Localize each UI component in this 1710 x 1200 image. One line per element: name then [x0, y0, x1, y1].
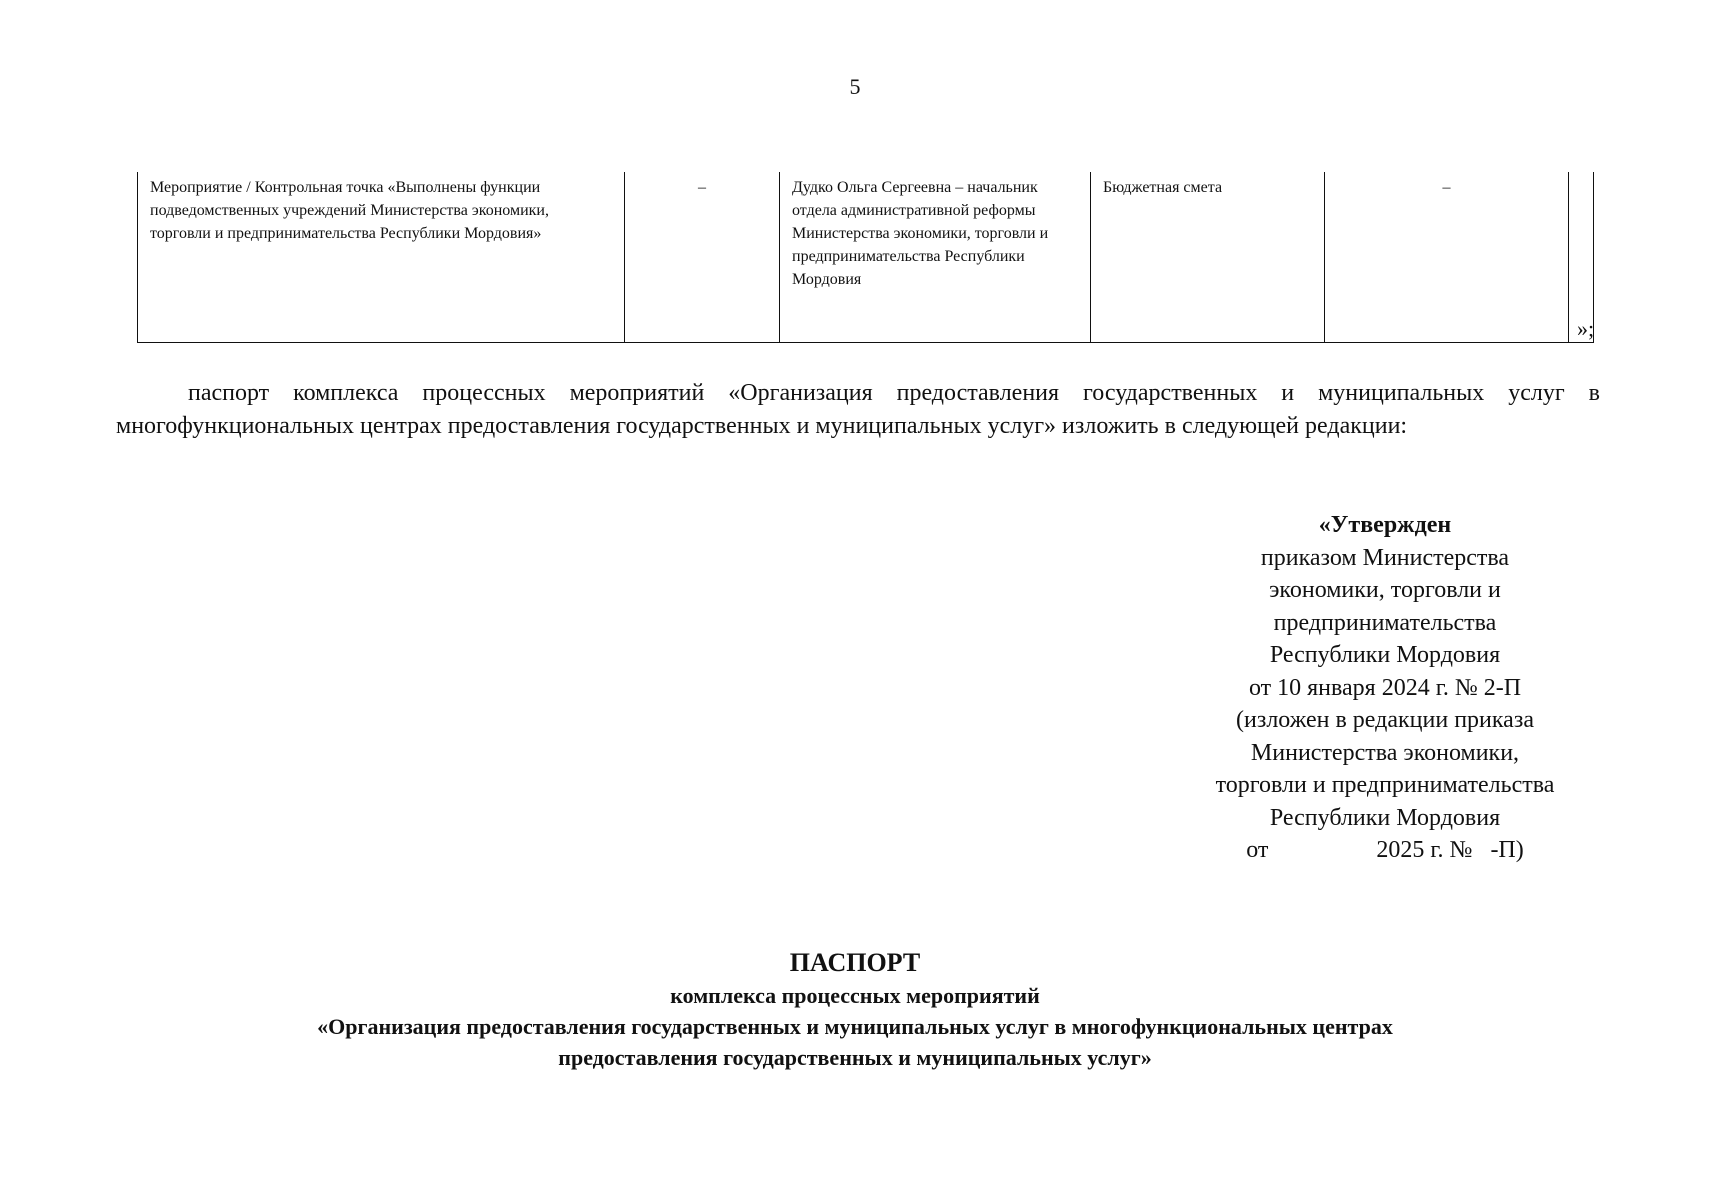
approval-line: торговли и предпринимательства — [1215, 772, 1555, 798]
page-number: 5 — [849, 74, 861, 99]
dash-cell: – — [625, 172, 780, 342]
approval-line: предпринимательства — [1273, 609, 1497, 636]
approval-line: Республики Мордовия — [1269, 642, 1501, 668]
approval-line: Республики Мордовия — [1269, 804, 1501, 831]
passport-subtitle: комплекса процессных мероприятий — [670, 983, 1040, 1008]
approval-line: Министерства экономики, — [1250, 739, 1520, 766]
passport-name-line-1: «Организация предоставления государственных и муниципальных услуг в многофункциональных центрах — [317, 1014, 1393, 1039]
passport-heading — [0, 946, 1710, 1073]
event-cell: Мероприятие / Контрольная точка «Выполнены функции подведомственных учреждений Министерства экономики, торговли и предпринимательства Республики Мордовия» — [138, 172, 625, 342]
passport-name-line-2: предоставления государственных и муниципальных услуг» — [558, 1045, 1152, 1070]
approval-line-date-blank: от 2025 г. № -П) — [1246, 837, 1524, 863]
source-cell: Бюджетная смета — [1091, 172, 1325, 342]
approval-stamp-block — [1170, 509, 1600, 867]
passport-title: ПАСПОРТ — [789, 948, 921, 977]
continuation-table — [137, 172, 1594, 343]
approval-line-approved: «Утвержден — [1318, 512, 1452, 538]
approval-line: приказом Министерства — [1260, 544, 1510, 571]
table-closing-quote: »; — [1577, 316, 1595, 341]
dash-cell-2: – — [1325, 172, 1569, 342]
intro-paragraph: паспорт комплекса процессных мероприятий «Организация предоставления государственных и муниципальных услуг в многофункциональных центрах предоставления государственных и муниципальных услуг» изложить в следующей редакции: — [116, 380, 1600, 439]
approval-line: экономики, торговли и — [1269, 577, 1501, 603]
approval-line-date: от 10 января 2024 г. № 2-П — [1248, 674, 1522, 701]
table-row — [138, 172, 1594, 342]
approval-line: (изложен в редакции приказа — [1236, 707, 1534, 733]
responsible-cell: Дудко Ольга Сергеевна – начальник отдела административной реформы Министерства экономики, торговли и предпринимательства Республики Мордовия — [780, 172, 1091, 342]
